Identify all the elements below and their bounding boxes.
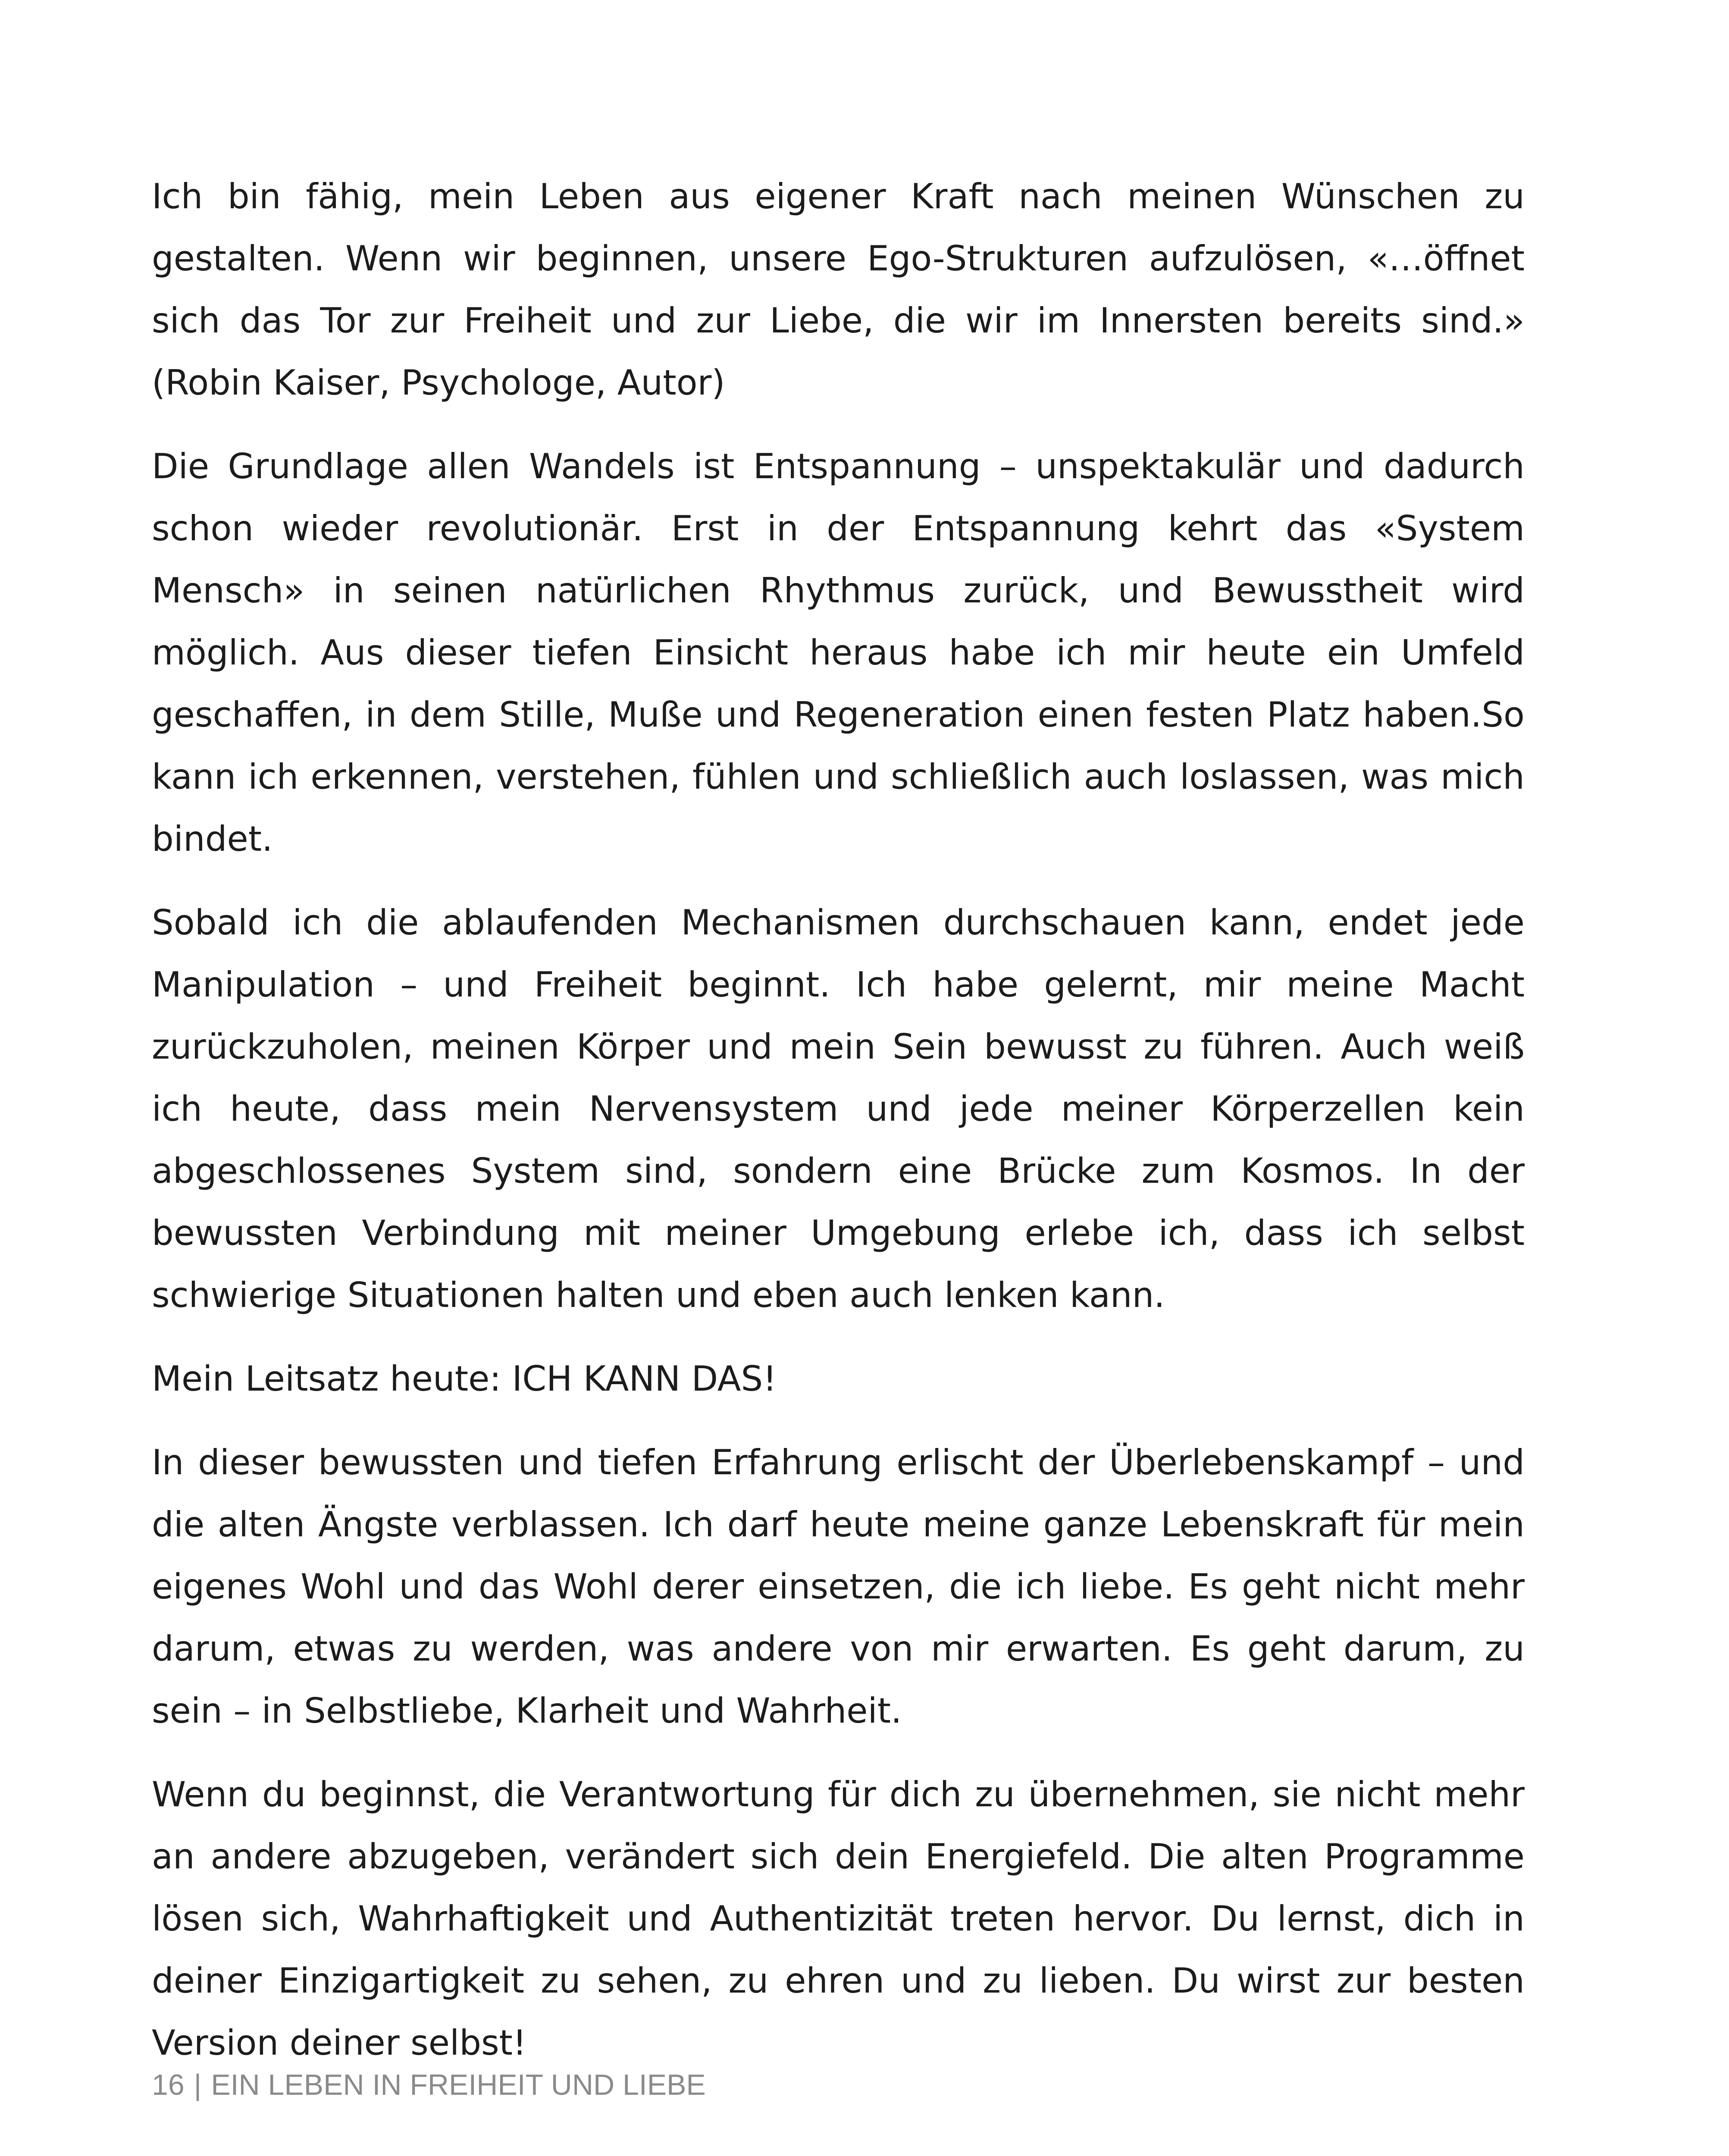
page-body [152, 166, 1525, 2096]
paragraph: In dieser bewussten und tiefen Erfahrung erlischt der Überlebenskampf – und die alten Ängste verblassen. Ich darf heute meine ganze Lebenskraft für mein eigenes Wohl und das Wohl derer einsetzen, die ich liebe. Es geht nicht mehr darum, etwas zu werden, was andere von mir erwarten. Es geht darum, zu sein – in Selbstliebe, Klarheit und Wahrheit. [152, 1442, 1525, 1731]
paragraph: Ich bin fähig, mein Leben aus eigener Kraft nach meinen Wünschen zu gestalten. Wenn wir beginnen, unsere Ego-Strukturen aufzulösen, «…öffnet sich das Tor zur Freiheit und zur Liebe, die wir im Innersten bereits sind.» (Robin Kaiser, Psychologe, Autor) [152, 176, 1525, 403]
footer-separator: | [194, 2068, 202, 2101]
running-title: EIN LEBEN IN FREIHEIT UND LIEBE [211, 2068, 706, 2101]
paragraph: Sobald ich die ablaufenden Mechanismen durchschauen kann, endet jede Manipulation – und Freiheit beginnt. Ich habe gelernt, mir meine Macht zurückzuholen, meinen Körper und mein Sein bewusst zu führen. Auch weiß ich heute, dass mein Nervensystem und jede meiner Körperzellen kein abgeschlossenes System sind, sondern eine Brücke zum Kosmos. In der bewussten Verbindung mit meiner Umgebung erlebe ich, dass ich selbst schwierige Situationen halten und eben auch lenken kann. [152, 903, 1525, 1315]
page-footer [152, 2065, 706, 2104]
paragraph: Die Grundlage allen Wandels ist Entspannung – unspektakulär und dadurch schon wieder revolutionär. Erst in der Entspannung kehrt das «System Mensch» in seinen natürlichen Rhythmus zurück, und Bewusstheit wird möglich. Aus dieser tiefen Einsicht heraus habe ich mir heute ein Umfeld geschaffen, in dem Stille, Muße und Regeneration einen festen Platz haben.So kann ich erkennen, verstehen, fühlen und schließlich auch loslassen, was mich bindet. [152, 446, 1525, 859]
paragraph: Mein Leitsatz heute: ICH KANN DAS! [152, 1359, 777, 1399]
paragraph: Wenn du beginnst, die Verantwortung für dich zu übernehmen, sie nicht mehr an andere abzugeben, verändert sich dein Energiefeld. Die alten Programme lösen sich, Wahrhaftigkeit und Authentizität treten hervor. Du lernst, dich in deiner Einzigartigkeit zu sehen, zu ehren und zu lieben. Du wirst zur besten Version deiner selbst! [152, 1774, 1525, 2063]
page-number: 16 [152, 2068, 185, 2101]
